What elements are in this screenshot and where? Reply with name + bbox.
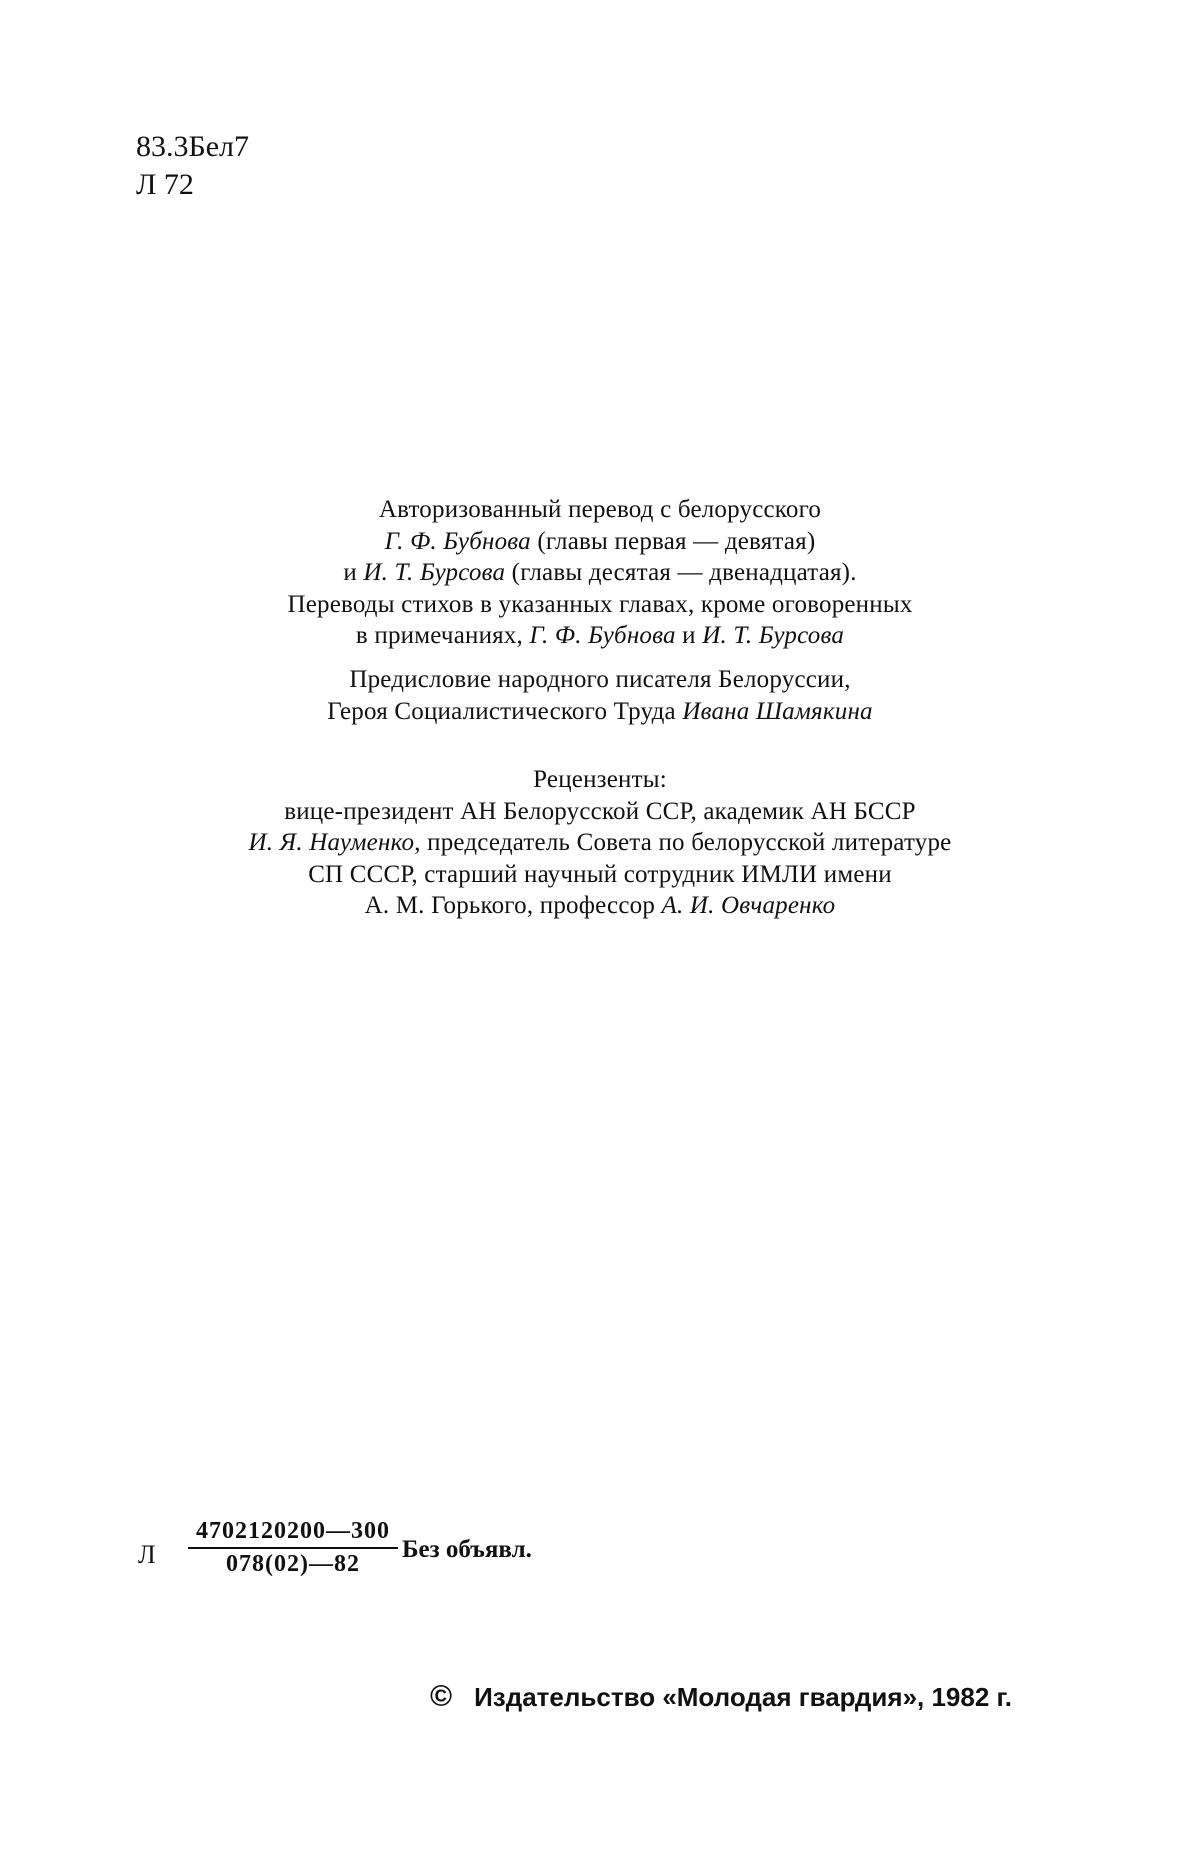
- price-code-denominator: 078(02)—82: [226, 1551, 360, 1577]
- preface-line-2: [150, 696, 1050, 728]
- classification-code: 83.3Бел7: [136, 130, 250, 163]
- preface-title-text: Героя Социалистического Труда: [327, 697, 683, 725]
- reviewer-2-affiliation: А. М. Горького, профессор: [364, 892, 662, 919]
- preface-line-1: Предисловие народного писателя Белоруссии,: [349, 666, 851, 693]
- preface-author-name: Ивана Шамякина: [682, 697, 873, 725]
- price-code-fraction: [188, 1518, 398, 1578]
- reviewers-line-2: [150, 827, 1050, 859]
- translator-1-name: Г. Ф. Бубнова: [384, 527, 531, 555]
- translation-line-1: Авторизованный перевод с белорусского: [378, 496, 822, 523]
- reviewers-line-4: [150, 890, 1050, 922]
- translation-line-2: [150, 526, 1050, 558]
- translator-1-chapters: (главы первая — девятая): [530, 527, 816, 555]
- verse-translator-2: И. Т. Бурсова: [702, 622, 845, 649]
- price-note: Без объявл.: [402, 1536, 532, 1563]
- conjunction-text: и: [343, 559, 364, 586]
- reviewer-2-title: , председатель Совета по белорусской литературе: [414, 829, 952, 856]
- reviewers-line-3: СП СССР, старший научный сотрудник ИМЛИ имени: [308, 860, 892, 888]
- notes-prefix: в примечаниях,: [355, 622, 530, 649]
- reviewer-1-name: И. Я. Науменко: [248, 829, 415, 856]
- reviewers-line-1: вице-президент АН Белорусской ССР, академик АН БССР: [284, 797, 916, 825]
- copyright-text: Издательство «Молодая гвардия», 1982 г.: [474, 1682, 1012, 1712]
- translation-line-4: Переводы стихов в указанных главах, кроме оговоренных: [287, 590, 913, 618]
- translation-line-5: [150, 620, 1050, 652]
- reviewer-2-name: А. И. Овчаренко: [661, 892, 836, 919]
- price-code-letter: Л: [138, 1540, 156, 1569]
- copyright-line: [430, 1680, 1012, 1714]
- translator-2-name: И. Т. Бурсова: [363, 559, 506, 586]
- classification-block: [136, 128, 249, 204]
- copyright-symbol: ©: [430, 1680, 453, 1713]
- author-mark: Л 72: [136, 168, 194, 201]
- price-code-block: [138, 1518, 658, 1588]
- preface-credit: [150, 664, 1050, 727]
- reviewers-block: [150, 764, 1050, 922]
- price-code-numerator: 4702120200—300: [188, 1518, 398, 1549]
- translator-2-chapters: (главы десятая — двенадцатая).: [505, 559, 857, 586]
- translation-line-3: [150, 557, 1050, 589]
- verse-translator-1: Г. Ф. Бубнова: [529, 622, 676, 649]
- conjunction-text: и: [675, 622, 703, 649]
- translation-credits: [150, 494, 1050, 652]
- reviewers-heading: Рецензенты:: [533, 766, 667, 793]
